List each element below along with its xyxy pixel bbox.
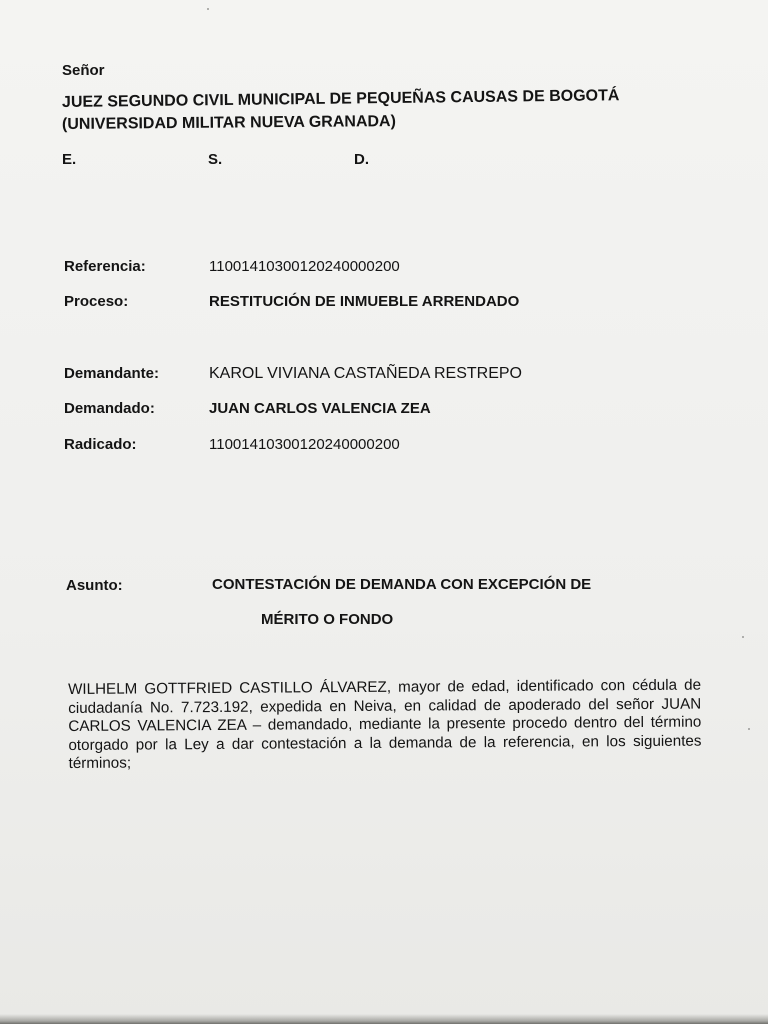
demandado-value: JUAN CARLOS VALENCIA ZEA (209, 400, 431, 417)
proceso-value: RESTITUCIÓN DE INMUEBLE ARRENDADO (209, 293, 520, 310)
referencia-value: 11001410300120240000200 (209, 258, 400, 275)
body-paragraph: WILHELM GOTTFRIED CASTILLO ÁLVAREZ, mayor de edad, identificado con cédula de ciudadanía No. 7.723.192, expedida en Neiva, en calidad de apoderado del señor JUAN CARLOS VALENCIA ZEA – demandado, mediante la presente procedo dentro del término otorgado por la Ley a dar contestación a la demanda de la referencia, en los siguientes términos; (68, 676, 702, 772)
esd-e: E. (62, 151, 77, 168)
page-bottom-edge (0, 1014, 768, 1024)
radicado-value: 11001410300120240000200 (209, 436, 400, 453)
radicado-label: Radicado: (64, 436, 137, 453)
esd-s: S. (208, 151, 223, 168)
salutation: Señor (62, 62, 105, 79)
paper-speck (207, 8, 209, 10)
addressee-line-1: JUEZ SEGUNDO CIVIL MUNICIPAL DE PEQUEÑAS CAUSAS DE BOGOTÁ (61, 87, 620, 111)
demandante-label: Demandante: (64, 365, 160, 382)
asunto-label: Asunto: (66, 577, 123, 594)
esd-d: D. (354, 151, 369, 168)
demandante-value: KAROL VIVIANA CASTAÑEDA RESTREPO (209, 365, 522, 382)
referencia-label: Referencia: (64, 258, 146, 275)
demandado-label: Demandado: (64, 400, 155, 417)
paper-speck (748, 728, 750, 730)
paper-speck (742, 636, 744, 638)
proceso-label: Proceso: (64, 293, 129, 310)
addressee-line-2: (UNIVERSIDAD MILITAR NUEVA GRANADA) (61, 113, 396, 133)
asunto-line-2: MÉRITO O FONDO (261, 611, 394, 628)
asunto-line-1: CONTESTACIÓN DE DEMANDA CON EXCEPCIÓN DE (212, 576, 592, 593)
